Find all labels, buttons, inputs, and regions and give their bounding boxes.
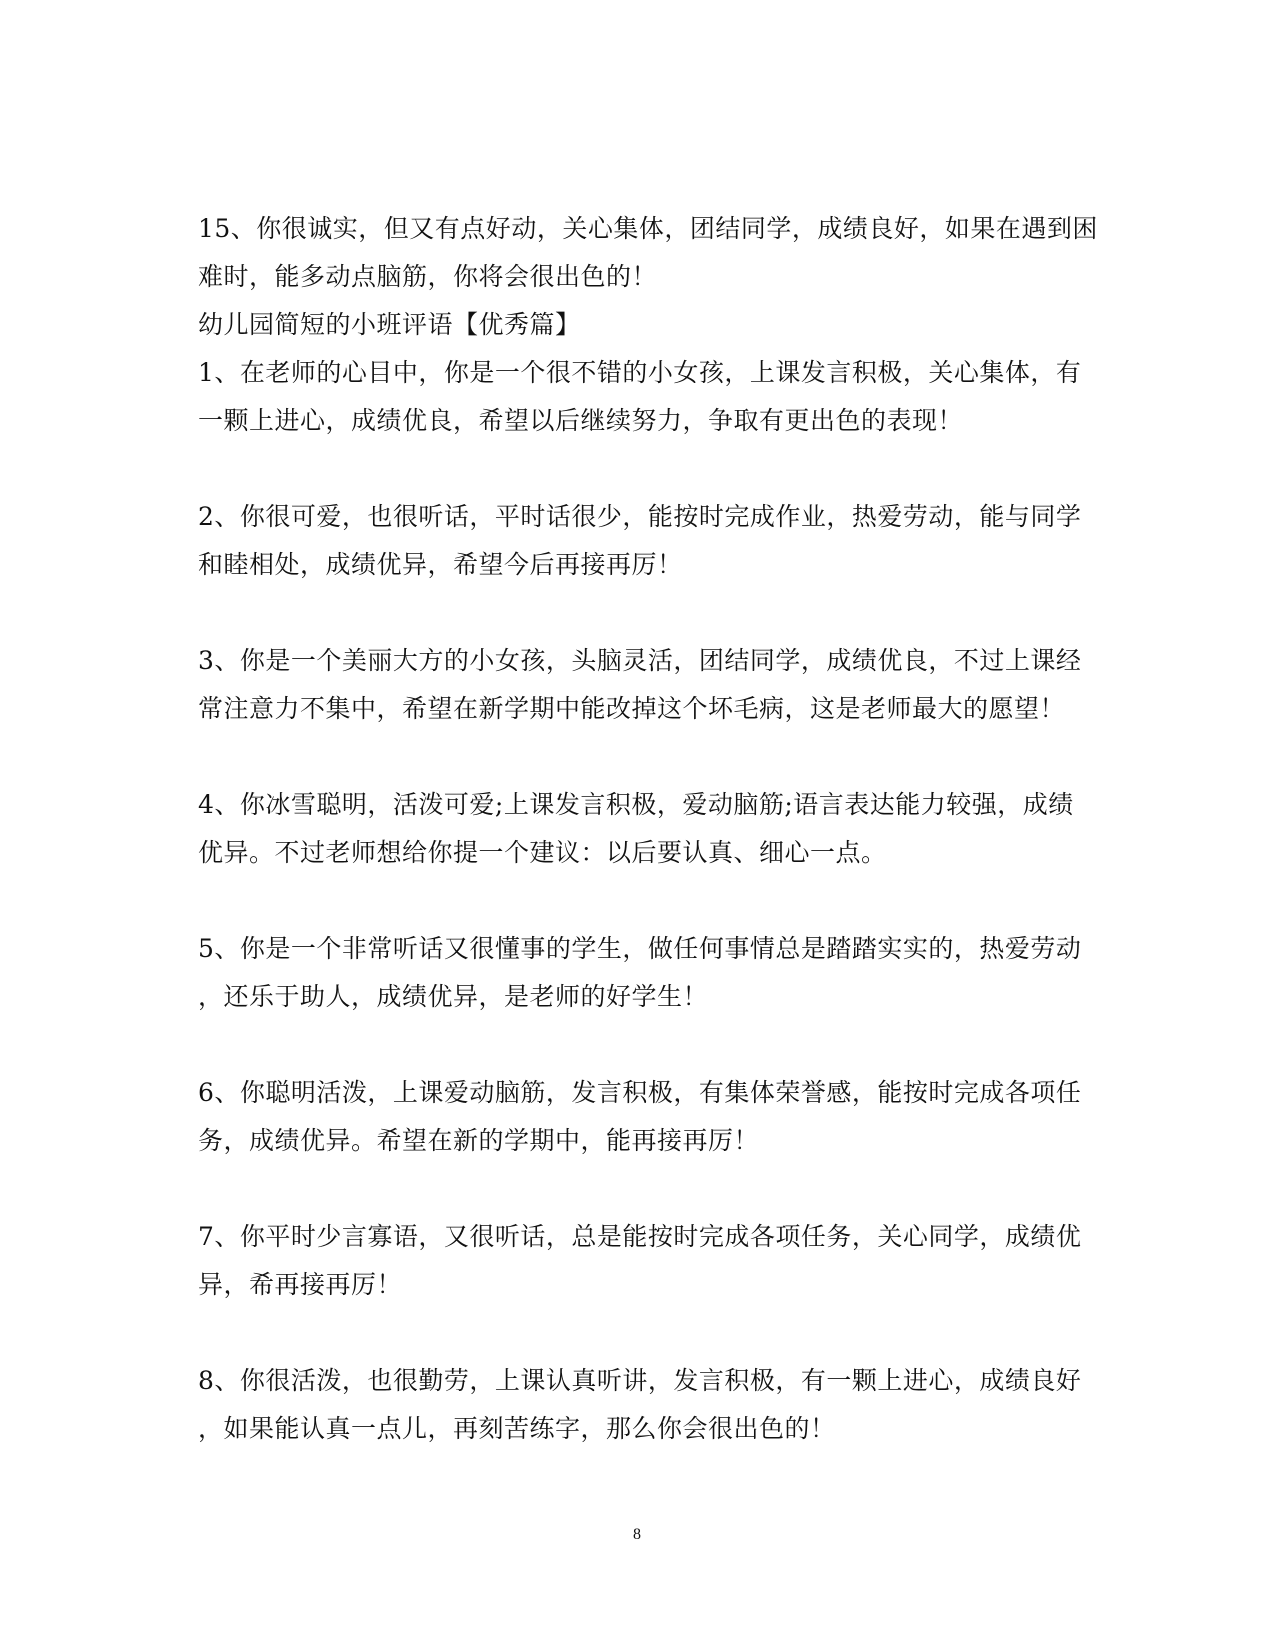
text-line: 优异。不过老师想给你提一个建议：以后要认真、细心一点。 <box>198 838 887 867</box>
text-line: 异，希再接再厉！ <box>198 1270 403 1299</box>
document-body <box>198 205 1098 1453</box>
text-line: 难时，能多动点脑筋，你将会很出色的！ <box>198 262 658 291</box>
paragraph-gap <box>198 1309 1078 1357</box>
paragraph-gap <box>198 445 1078 493</box>
text-line: 和睦相处，成绩优异，希望今后再接再厉！ <box>198 550 683 579</box>
text-line: 5、你是一个非常听话又很懂事的学生，做任何事情总是踏踏实实的，热爱劳动 <box>198 934 1082 963</box>
section-heading: 幼儿园简短的小班评语【优秀篇】 <box>198 310 581 339</box>
paragraph-gap <box>198 877 1078 925</box>
paragraph-15 <box>198 205 1098 301</box>
text-line: 2、你很可爱，也很听话，平时话很少，能按时完成作业，热爱劳动，能与同学 <box>198 502 1082 531</box>
text-line: 务，成绩优异。希望在新的学期中，能再接再厉！ <box>198 1126 760 1155</box>
text-line: 6、你聪明活泼，上课爱动脑筋，发言积极，有集体荣誉感，能按时完成各项任 <box>198 1078 1082 1107</box>
paragraph-1 <box>198 349 1082 445</box>
text-line: 3、你是一个美丽大方的小女孩，头脑灵活，团结同学，成绩优良，不过上课经 <box>198 646 1082 675</box>
text-line: ，还乐于助人，成绩优异，是老师的好学生！ <box>198 982 709 1011</box>
text-line: 一颗上进心，成绩优良，希望以后继续努力，争取有更出色的表现！ <box>198 406 964 435</box>
text-line: ，如果能认真一点儿，再刻苦练字，那么你会很出色的！ <box>198 1414 836 1443</box>
text-line: 7、你平时少言寡语，又很听话，总是能按时完成各项任务，关心同学，成绩优 <box>198 1222 1082 1251</box>
paragraph-5 <box>198 925 1082 1021</box>
paragraph-gap <box>198 1021 1078 1069</box>
paragraph-gap <box>198 1165 1078 1213</box>
paragraph-gap <box>198 733 1078 781</box>
paragraph-2 <box>198 493 1082 589</box>
paragraph-7 <box>198 1213 1082 1309</box>
text-line: 8、你很活泼，也很勤劳，上课认真听讲，发言积极，有一颗上进心，成绩良好 <box>198 1366 1082 1395</box>
paragraph-6 <box>198 1069 1082 1165</box>
paragraph-8 <box>198 1357 1082 1453</box>
paragraph-gap <box>198 589 1078 637</box>
text-line: 15、你很诚实，但又有点好动，关心集体，团结同学，成绩良好，如果在遇到困 <box>198 214 1098 243</box>
text-line: 1、在老师的心目中，你是一个很不错的小女孩，上课发言积极，关心集体，有 <box>198 358 1082 387</box>
text-line: 4、你冰雪聪明，活泼可爱;上课发言积极，爱动脑筋;语言表达能力较强，成绩 <box>198 790 1074 819</box>
paragraph-3 <box>198 637 1082 733</box>
text-line: 常注意力不集中，希望在新学期中能改掉这个坏毛病，这是老师最大的愿望！ <box>198 694 1066 723</box>
page-number: 8 <box>633 1526 641 1543</box>
paragraph-4 <box>198 781 1078 877</box>
